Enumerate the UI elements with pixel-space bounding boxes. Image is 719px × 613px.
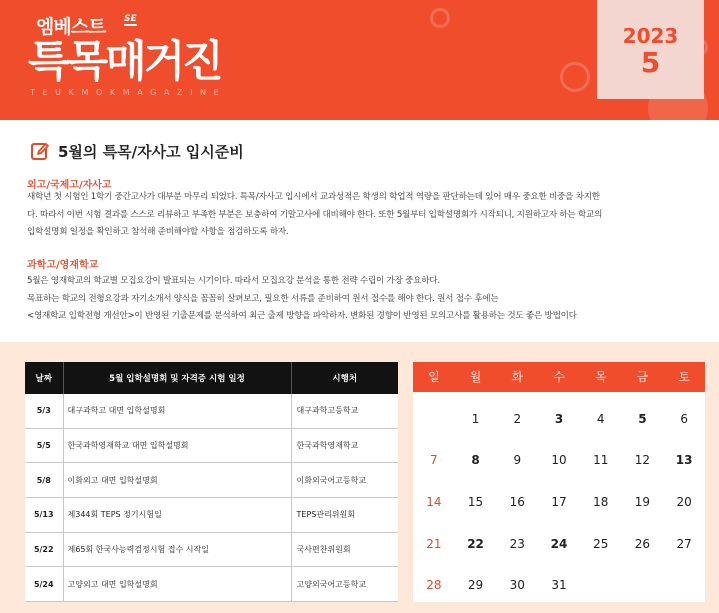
row-event: 제344회 TEPS 정기시험일: [63, 497, 291, 532]
magazine-subtitle: TEUKMOKMAGAZINE: [30, 88, 227, 97]
paragraph-line: <영재학교 입학전형 개선안>이 반영된 기출문제를 분석하여 최근 출제 방향을 파악하자. 변화된 경향이 반영된 모의고사를 활용하는 것도 좋은 방법이다: [27, 311, 577, 321]
row-event: 한국과학영재학교 대면 입학설명회: [63, 428, 291, 463]
calendar-day: 30: [509, 578, 525, 593]
magazine-title: 특목매거진: [28, 37, 221, 87]
magazine-header: [0, 0, 719, 120]
row-organizer: 이화외국어고등학교: [291, 463, 398, 498]
section-body-science-schools: [27, 273, 707, 326]
calendar-day: 24: [550, 536, 568, 551]
edit-pencil-icon: [30, 141, 50, 161]
calendar-day: 9: [513, 453, 522, 468]
table-row: [25, 497, 398, 532]
calendar-day: 15: [467, 494, 484, 509]
table-row: [25, 567, 398, 602]
table-row: [25, 532, 398, 567]
calendar-day: 6: [680, 411, 688, 426]
decor-circle: [430, 8, 450, 28]
calendar-day: 18: [593, 494, 609, 509]
row-organizer: 대구과학고등학교: [291, 394, 398, 428]
article-title: [30, 139, 244, 163]
calendar-day: 4: [596, 411, 605, 426]
header-organizer: 시행처: [291, 362, 398, 394]
table-row: [25, 463, 398, 498]
calendar-day: 3: [554, 411, 564, 426]
weekday-sun: 일: [428, 370, 440, 384]
article-title-text: 5월의 특목/자사고 입시준비: [58, 142, 244, 161]
calendar-day: 2: [513, 411, 522, 426]
calendar-empty-cell: [580, 564, 622, 606]
calendar-day-grid: [413, 398, 705, 606]
calendar-day: 22: [467, 536, 484, 551]
section-body-foreign-schools: [27, 189, 707, 242]
row-date: 5/3: [25, 394, 63, 428]
issue-year: 2023: [622, 24, 679, 48]
calendar-day: 14: [426, 494, 442, 509]
calendar-weekday-header: [413, 362, 705, 392]
weekday-wed: 수: [553, 370, 565, 384]
section-heading-foreign-schools: 외고/국제고/자사고: [27, 180, 112, 191]
weekday-thu: 목: [594, 370, 607, 384]
calendar-day: 16: [509, 494, 525, 509]
header-event: 5월 입학설명회 및 자격증 시험 일정: [63, 362, 291, 394]
calendar-day: 26: [634, 536, 651, 551]
decor-circle: [560, 62, 590, 92]
calendar-day: 5: [638, 411, 647, 426]
calendar-day: 11: [593, 453, 609, 468]
row-organizer: 국사편찬위원회: [291, 532, 398, 567]
calendar-empty-cell: [413, 398, 455, 440]
schedule-header-row: [25, 362, 398, 394]
paragraph-line: 목표하는 학교의 전형요강과 자기소개서 양식을 꼼꼼히 살펴보고, 필요한 서류를 준비하여 원서 접수를 해야 한다. 원서 접수 후에는: [27, 293, 499, 304]
calendar-day: 17: [551, 494, 567, 509]
paragraph-line: 새학년 첫 시험인 1학기 중간고사가 대부분 마무리 되었다. 특목/자사고 입시에서 교과성적은 학생의 학업적 역량을 판단하는데 있어 매우 중요한 비중을 차지한: [27, 192, 600, 202]
calendar-day: 29: [467, 578, 484, 593]
row-event: 제65회 한국사능력검정시험 접수 시작일: [63, 532, 291, 567]
calendar-day: 31: [551, 578, 567, 593]
calendar-day: 20: [676, 494, 692, 509]
calendar-day: 25: [593, 536, 609, 551]
calendar-day: 7: [430, 453, 438, 468]
schedule-table: [25, 362, 398, 602]
row-event: 고양외고 대면 입학설명회: [63, 567, 291, 602]
row-event: 대구과학고 대면 입학설명회: [63, 394, 291, 428]
row-organizer: 한국과학영재학교: [291, 428, 398, 463]
weekday-sat: 토: [678, 370, 690, 384]
brand-name: 엠베스트: [36, 16, 106, 38]
calendar-empty-cell: [663, 564, 705, 606]
may-calendar: [413, 362, 705, 602]
calendar-day: 21: [426, 536, 442, 551]
calendar-empty-cell: [622, 564, 664, 606]
issue-date-box: [597, 0, 704, 99]
paragraph-line: 다. 따라서 이번 시험 결과를 스스로 리뷰하고 부족한 부분은 보충하여 기말고사에 대비해야 한다. 또한 5월부터 입학설명회가 시작되니, 지원하고자 하는 학교의: [27, 209, 603, 220]
table-row: [25, 394, 398, 428]
paragraph-line: 입학설명회 일정을 확인하고 참석해 준비해야할 사항을 점검하도록 하자.: [27, 227, 289, 237]
weekday-fri: 금: [636, 370, 649, 384]
section-heading-science-schools: 과학고/영재학교: [27, 260, 99, 271]
row-date: 5/24: [25, 567, 63, 602]
row-date: 5/5: [25, 428, 63, 463]
row-organizer: TEPS관리위원회: [291, 497, 398, 532]
row-date: 5/8: [25, 463, 63, 498]
row-organizer: 고양외국어고등학교: [291, 567, 398, 602]
calendar-day: 27: [676, 536, 692, 551]
brand-logo-mark: SE: [124, 14, 137, 24]
calendar-day: 19: [634, 494, 651, 509]
calendar-day: 10: [551, 453, 567, 468]
calendar-day: 23: [509, 536, 525, 551]
weekday-tue: 화: [511, 370, 524, 384]
table-row: [25, 428, 398, 463]
weekday-mon: 월: [469, 370, 482, 384]
calendar-day: 12: [634, 453, 651, 468]
paragraph-line: 5월은 영재학교의 학교별 모집요강이 발표되는 시기이다. 따라서 모집요강 분석을 통한 전략 수립이 가장 중요하다.: [27, 276, 440, 286]
row-date: 5/13: [25, 497, 63, 532]
calendar-day: 8: [471, 453, 480, 468]
row-event: 이화외고 대면 입학설명회: [63, 463, 291, 498]
calendar-day: 1: [471, 411, 480, 426]
row-date: 5/22: [25, 532, 63, 567]
calendar-day: 28: [426, 578, 442, 593]
calendar-day: 13: [675, 453, 693, 468]
issue-month: 5: [640, 46, 661, 79]
header-date: 날짜: [25, 362, 63, 394]
